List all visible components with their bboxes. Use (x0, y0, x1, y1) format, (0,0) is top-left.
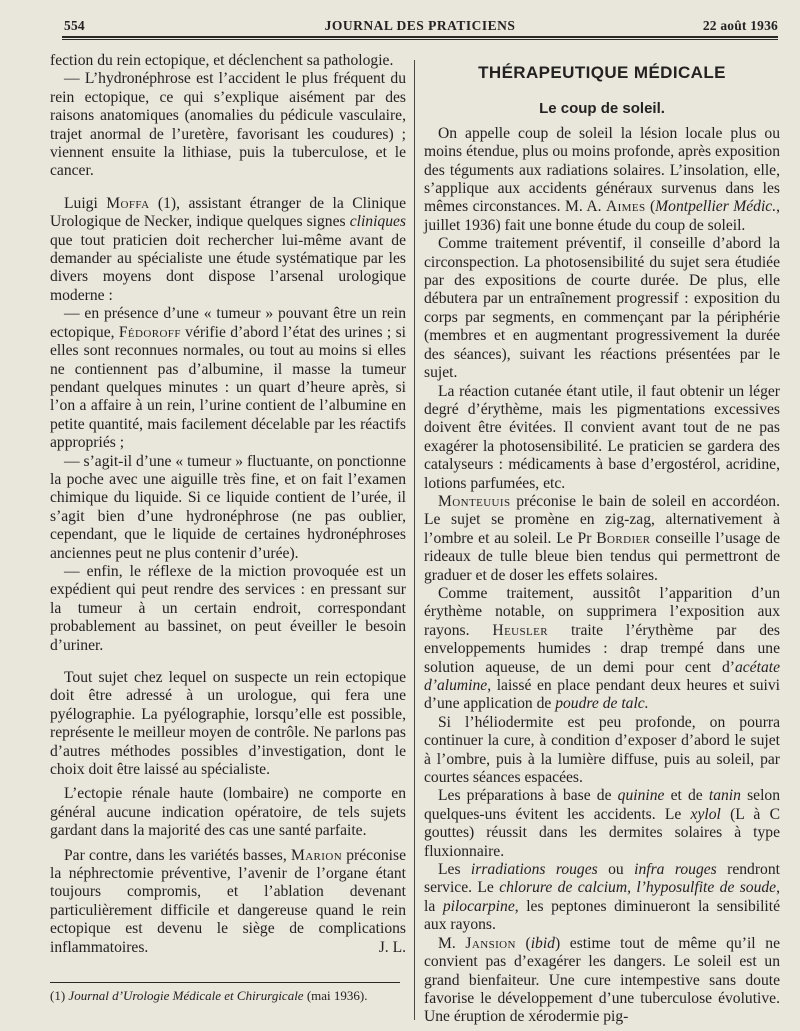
author-name: Monteuuis (438, 492, 511, 510)
journal-title: JOURNAL DES PRATICIENS (324, 18, 516, 33)
left-column (50, 52, 406, 957)
paragraph: On appelle coup de soleil la lésion locale plus ou moins étendue, plus ou moins profonde, après exposition des téguments aux radiations solaires. L’insolation, elle, s’applique aux accidents généraux survenus dans les mêmes circonstances. M. A. Aimes (Montpellier Médic., juillet 1936) fait une bonne étude du coup de soleil. (424, 124, 780, 234)
paragraph: La réaction cutanée étant utile, il faut obtenir un léger degré d’érythème, mais les pigmentations excessives doivent être évitées. Il convient avant tout de ne pas exagérer la photosensibilité. Le praticien se gardera des catalyseurs : médicaments à base d’ergostérol, acridine, lotions parfumées, etc. (424, 382, 780, 492)
paragraph: M. Jansion (ibid) estime tout de même qu’il ne convient pas d’exagérer les dangers. Le soleil est un grand bienfaiteur. Une cure intempestive sans doute favorise le développement d’une tuberculose évolutive. Une éruption de xérodermie pig- (424, 934, 780, 1026)
paragraph: — en présence d’une « tumeur » pouvant être un rein ectopique, Fédoroff vérifie d’abord l’état des urines ; si elles sont reconnues normales, ou tout au moins si elles ne contiennent pas d’albumine, il masse la tumeur pendant quelques minutes : un quart d’heure après, si l’on a affaire à un rein, l’urine contient de l’albumine en petite quantité, mais facilement décelable par les réactifs appropriés ; (50, 305, 406, 452)
right-column (424, 52, 780, 1027)
paragraph: L’ectopie rénale haute (lombaire) ne comporte en général aucune indication opératoire, de tels sujets gardant dans la majorité des cas une santé parfaite. (50, 785, 406, 840)
article-title: Le coup de soleil. (539, 100, 665, 118)
paragraph: Les préparations à base de quinine et de tanin selon quelques-uns évitent les accidents. Le xylol (L à C gouttes) réussit dans les dermites solaires à type fluxionnaire. (424, 787, 780, 860)
author-name: Moffa (106, 194, 150, 212)
paragraph: Par contre, dans les variétés basses, Marion préconise la néphrectomie préventive, l’avenir de l’organe étant toujours compromis, et l’ablation devenant particulièrement difficile et dangereuse quand le rein ectopique est devenu le siège de complications inflammatoires. J. L. (50, 846, 406, 956)
paragraph: — s’agit-il d’une « tumeur » fluctuante, on ponctionne la poche avec une aiguille très fine, et on fait l’examen chimique du liquide. Si ce liquide contient de l’urée, il s’agit bien d’une hydronéphrose (ne pas oublier, cependant, que le liquide de certaines hydronéphroses anciennes peut ne plus contenir d’urée). (50, 452, 406, 562)
footnote: (1) Journal d’Urologie Médicale et Chirurgicale (mai 1936). (50, 988, 368, 1003)
footnote-rule (50, 982, 400, 983)
author-name: Marion (290, 846, 343, 864)
issue-date: 22 août 1936 (702, 18, 778, 33)
section-title: THÉRAPEUTIQUE MÉDICALE (478, 63, 726, 82)
column-divider (414, 60, 415, 1020)
signature: J. L. (378, 938, 406, 956)
header-rule (62, 36, 778, 38)
paragraph: Les irradiations rouges ou infra rouges rendront service. Le chlorure de calcium, l’hyposulfite de soude, la pilocarpine, les peptones diminueront la sensibilité aux rayons. (424, 861, 781, 934)
author-name: Aimes (605, 198, 646, 216)
author-name: Jansion (465, 934, 516, 952)
paragraph: fection du rein ectopique, et déclenchent sa pathologie. (50, 52, 394, 69)
page-header (62, 14, 778, 36)
paragraph: — enfin, le réflexe de la miction provoquée est un expédient qui peut rendre des services : en pressant sur la tumeur à un certain endroit, correspondant probablement au bassinet, on peut éveiller le besoin d’uriner. (50, 562, 406, 654)
paragraph: Luigi Moffa (1), assistant étranger de la Clinique Urologique de Necker, indique quelques signes cliniques que tout praticien doit rechercher lui-même avant de demander au spécialiste une étude systématique par les divers moyens dont dispose l’arsenal urologique moderne : (50, 194, 406, 304)
author-name: Fédoroff (118, 323, 181, 341)
page-number: 554 (64, 18, 85, 33)
author-name: Heusler (492, 621, 549, 639)
paragraph: Comme traitement préventif, il conseille d’abord la circonspection. La photosensibilité du sujet sera étudiée par des expositions de courte durée. De plus, elle débutera par un entraînement progressif : exposition du corps par segments, en commençant par la périphérie (membres et en augmentant progressivement la durée des séances), suivant les réactions présentées par le sujet. (424, 235, 780, 382)
paragraph: Tout sujet chez lequel on suspecte un rein ectopique doit être adressé à un urologue, qui fera une pyélographie. La pyélographie, lorsqu’elle est possible, représente le meilleur moyen de contrôle. Ne parlons pas d’autres méthodes possibles d’investigation, dont le choix doit être laissé au spécialiste. (50, 669, 406, 779)
paragraph: — L’hydronéphrose est l’accident le plus fréquent du rein ectopique, ce qui s’explique aisément par des raisons anatomiques (anomalies du pédicule vasculaire, trajet anormal de l’uretère, favorisant les coudures) ; viennent ensuite la lithiase, puis la tuberculose, et le cancer. (50, 70, 406, 180)
header-rule-thin (62, 39, 778, 40)
author-name: Bordier (596, 529, 651, 547)
paragraph: Comme traitement, aussitôt l’apparition d’un érythème notable, on supprimera l’exposition aux rayons. Heusler traite l’érythème par des enveloppements humides : drap trempé dans une solution aqueuse, de un demi pour cent d’acétate d’alumine, laissé en place pendant deux heures et suivi d’une application de poudre de talc. (424, 584, 780, 713)
paragraph: Si l’héliodermite est peu profonde, on pourra continuer la cure, à condition d’exposer d’abord le sujet à l’ombre, puis à la lumière diffuse, puis au soleil, par courtes séances espacées. (424, 713, 780, 787)
paragraph: Monteuuis préconise le bain de soleil en accordéon. Le sujet se promène en zig-zag, alternativement à l’ombre et au soleil. Le Pr Bordier conseille l’usage de rideaux de tulle bleue bien tendus qui permettront de graduer et de doser les effets solaires. (424, 492, 780, 584)
